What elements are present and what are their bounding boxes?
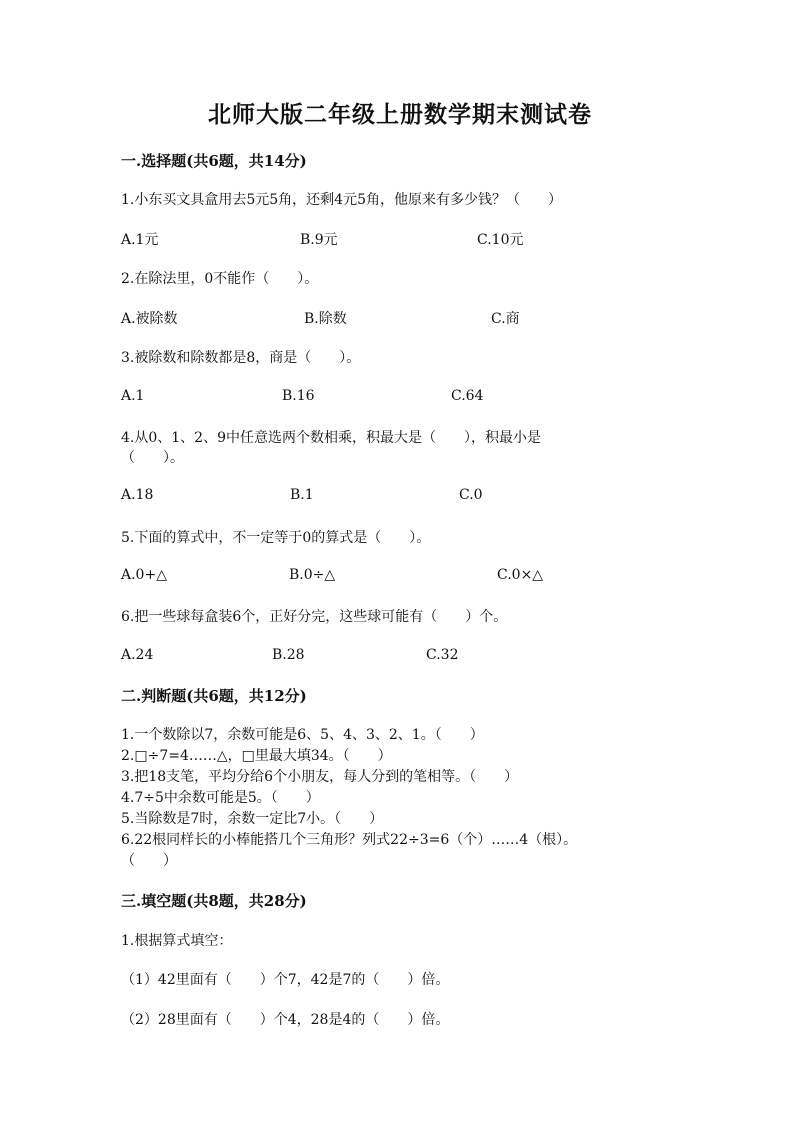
option-q1-c: C.10元 [477, 232, 524, 248]
question-1: 1.小东买文具盒用去5元5角，还剩4元5角，他原来有多少钱？（ ） [121, 192, 562, 208]
fill-question-1-part-2: （2）28里面有（ ）个4，28是4的（ ）倍。 [121, 1012, 450, 1028]
question-5: 5.下面的算式中，不一定等于0的算式是（ ）。 [121, 530, 431, 546]
question-4-line1: 4.从0、1、2、9中任意选两个数相乘，积最大是（ ），积最小是 [121, 430, 541, 446]
section-heading-fill: 三.填空题(共8题，共28分) [121, 892, 307, 910]
question-4-line2: （ ）。 [121, 450, 184, 466]
option-q1-a: A.1元 [121, 232, 159, 248]
option-q6-b: B.28 [272, 647, 305, 663]
question-6: 6.把一些球每盒装6个，正好分完，这些球可能有（ ）个。 [121, 609, 508, 625]
option-q1-b: B.9元 [300, 232, 338, 248]
option-q2-c: C.商 [491, 311, 520, 327]
option-q3-c: C.64 [451, 388, 484, 404]
judge-item-6-line2: （ ） [121, 853, 177, 869]
option-q5-a: A.0+△ [121, 567, 167, 583]
judge-item-6: 6.22根同样长的小棒能搭几个三角形？列式22÷3=6（个）……4（根）。 [121, 832, 578, 848]
fill-question-1-part-1: （1）42里面有（ ）个7，42是7的（ ）倍。 [121, 972, 450, 988]
option-q5-b: B.0÷△ [289, 567, 336, 583]
option-q2-a: A.被除数 [121, 311, 178, 327]
question-3: 3.被除数和除数都是8，商是（ ）。 [121, 350, 361, 366]
judge-item-5: 5.当除数是7时，余数一定比7小。（ ） [121, 811, 384, 827]
option-q3-a: A.1 [121, 388, 145, 404]
option-q4-c: C.0 [459, 487, 483, 503]
option-q4-a: A.18 [121, 487, 154, 503]
page-title: 北师大版二年级上册数学期末测试卷 [208, 101, 592, 128]
option-q3-b: B.16 [282, 388, 315, 404]
option-q6-c: C.32 [426, 647, 459, 663]
judge-item-3: 3.把18支笔，平均分给6个小朋友，每人分到的笔相等。（ ） [121, 769, 519, 785]
question-2: 2.在除法里，0不能作（ ）。 [121, 271, 319, 287]
judge-item-2: 2.□÷7=4……△，□里最大填34。（ ） [121, 748, 392, 764]
judge-item-4: 4.7÷5中余数可能是5。（ ） [121, 790, 320, 806]
option-q6-a: A.24 [121, 647, 154, 663]
section-heading-judge: 二.判断题(共6题，共12分) [121, 687, 307, 705]
option-q4-b: B.1 [290, 487, 314, 503]
section-heading-choice: 一.选择题(共6题，共14分) [121, 152, 307, 170]
option-q5-c: C.0×△ [497, 567, 544, 583]
fill-question-1: 1.根据算式填空： [121, 933, 233, 949]
option-q2-b: B.除数 [304, 311, 347, 327]
judge-item-1: 1.一个数除以7，余数可能是6、5、4、3、2、1。（ ） [121, 727, 484, 743]
